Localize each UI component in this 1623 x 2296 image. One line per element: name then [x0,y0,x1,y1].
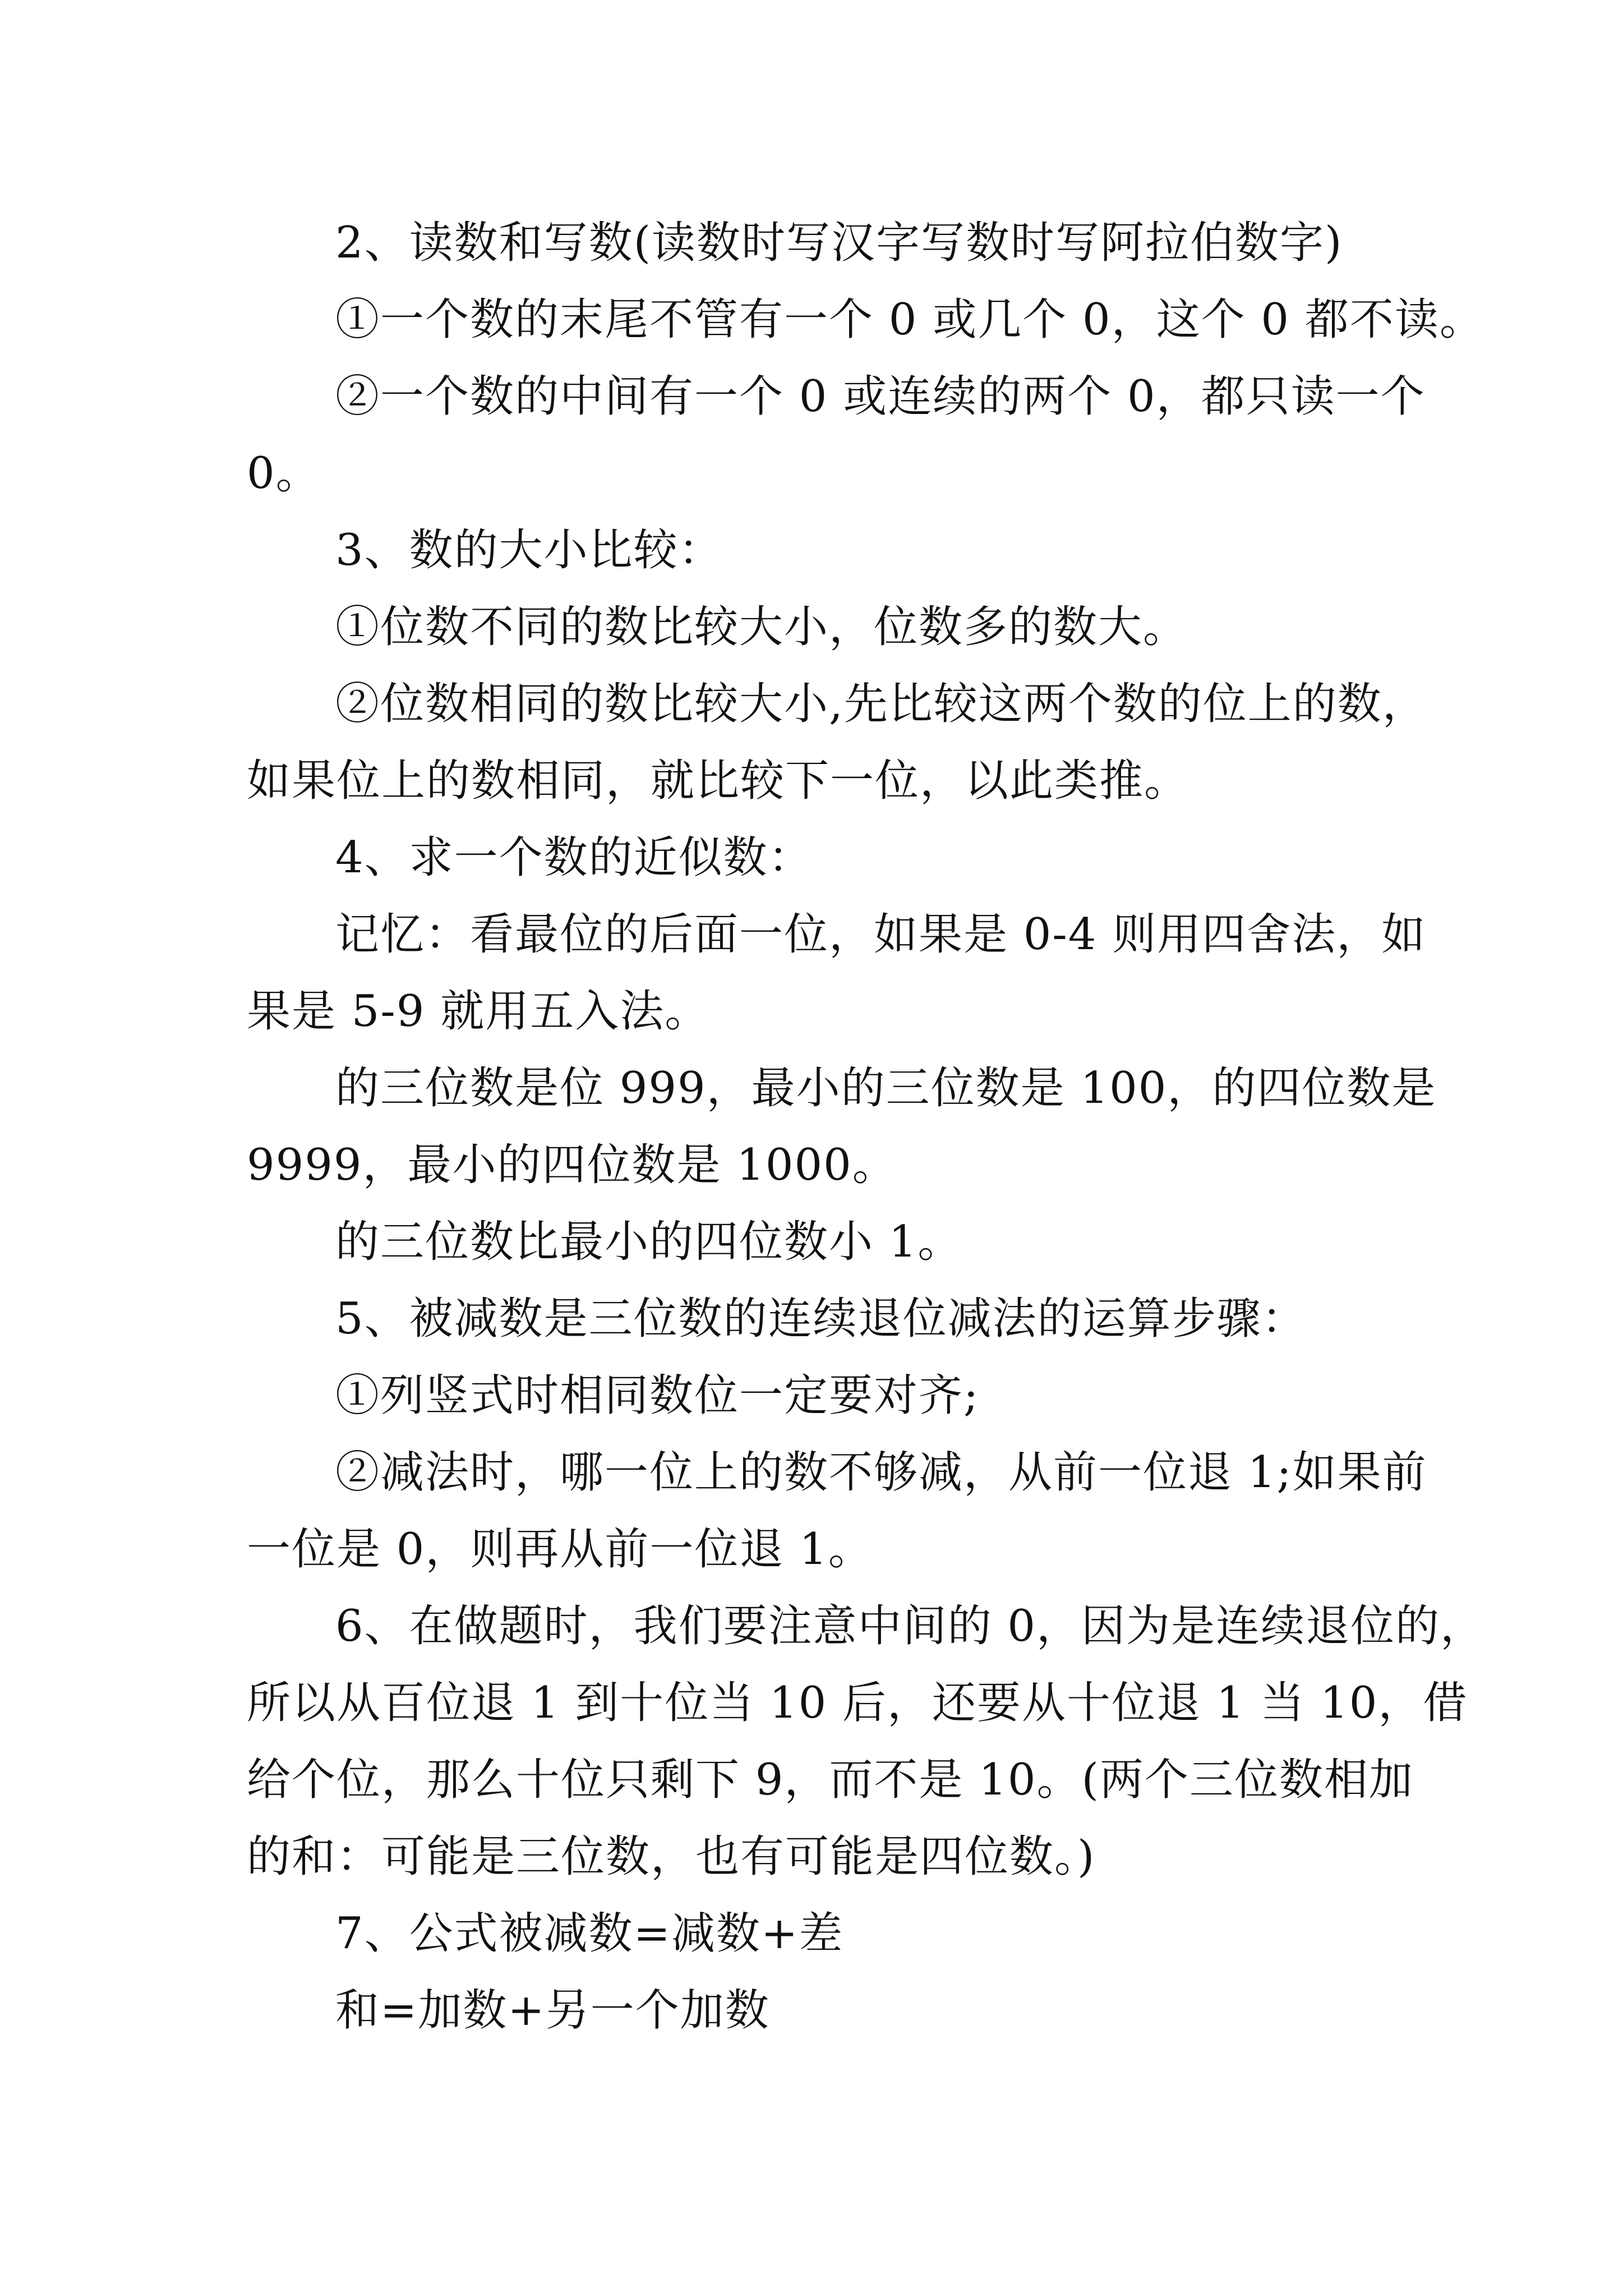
rule-middle-zero-cont: 0。 [247,448,321,499]
note-middle-zero-cont1: 所以从百位退 1 到十位当 10 后，还要从十位退 1 当 10，借 [247,1678,1468,1728]
heading-subtraction: 5、被减数是三位数的连续退位减法的运算步骤： [335,1294,1307,1344]
note-middle-zero-cont2: 给个位，那么十位只剩下 9，而不是 10。(两个三位数相加 [247,1755,1414,1805]
rule-trailing-zero: ①一个数的末尾不管有一个 0 或几个 0，这个 0 都不读。 [335,295,1484,345]
note-middle-zero-cont3: 的和：可能是三位数，也有可能是四位数。) [247,1832,1096,1882]
rule-borrow: ②减法时，哪一位上的数不够减，从前一位退 1;如果前 [335,1447,1427,1498]
rule-middle-zero: ②一个数的中间有一个 0 或连续的两个 0，都只读一个 [335,371,1426,422]
fact-largest-smallest-cont: 9999，最小的四位数是 1000。 [247,1140,897,1190]
rule-align-digits: ①列竖式时相同数位一定要对齐; [335,1370,980,1421]
rule-rounding: 记忆：看最位的后面一位，如果是 0-4 则用四舍法，如 [335,909,1427,960]
rule-borrow-cont: 一位是 0，则再从前一位退 1。 [247,1524,873,1575]
rule-compare-same: ②位数相同的数比较大小,先比较这两个数的位上的数， [335,679,1427,729]
fact-largest-smallest: 的三位数是位 999，最小的三位数是 100，的四位数是 [335,1063,1437,1114]
note-middle-zero: 6、在做题时，我们要注意中间的 0，因为是连续退位的， [335,1601,1486,1651]
fact-difference-one: 的三位数比最小的四位数小 1。 [335,1217,963,1267]
heading-reading-writing: 2、读数和写数(读数时写汉字写数时写阿拉伯数字) [335,218,1343,268]
rule-rounding-cont: 果是 5-9 就用五入法。 [247,986,710,1037]
heading-approx: 4、求一个数的近似数： [335,832,813,883]
formula-addition: 和=加数+另一个加数 [335,1985,770,2036]
formula-subtraction: 7、公式被减数=减数+差 [335,1908,844,1959]
rule-compare-digits: ①位数不同的数比较大小，位数多的数大。 [335,602,1188,652]
heading-compare: 3、数的大小比较： [335,525,723,576]
rule-compare-same-cont: 如果位上的数相同，就比较下一位，以此类推。 [247,756,1189,806]
